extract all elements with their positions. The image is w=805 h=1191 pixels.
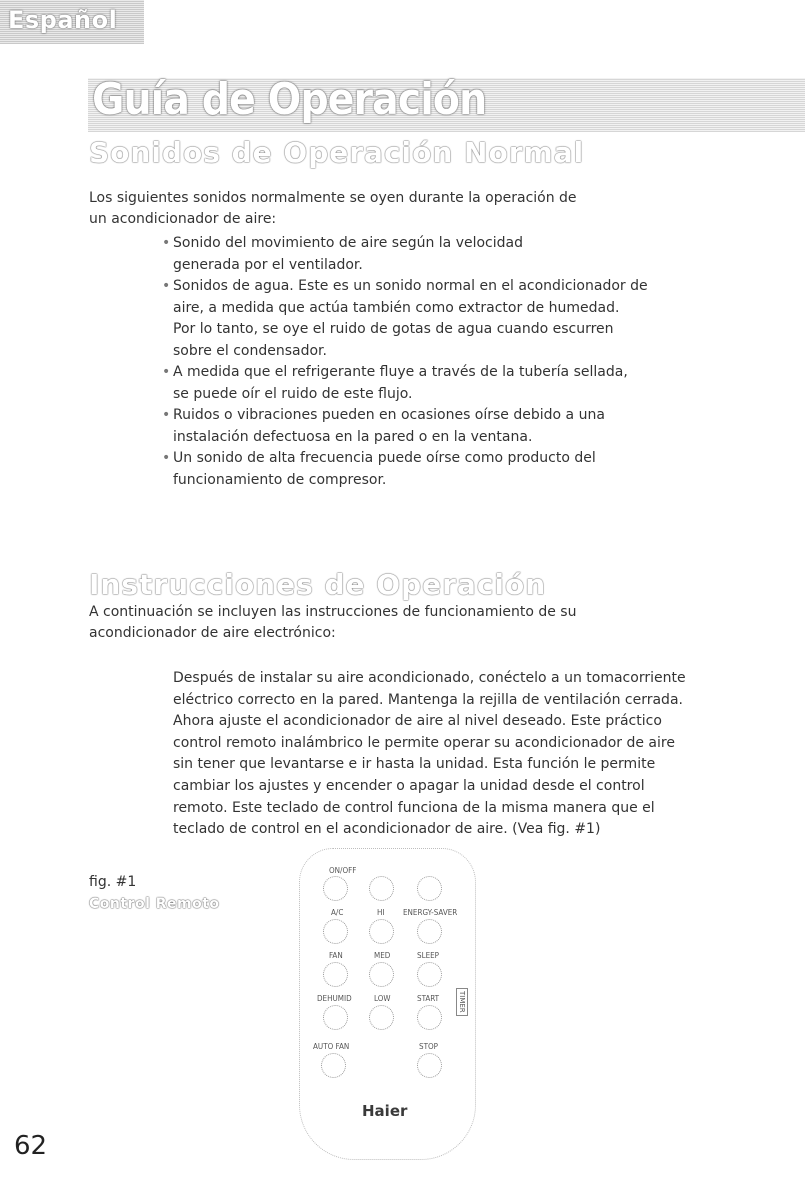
remote-button [321, 1053, 346, 1078]
body-line: cambiar los ajustes y encender o apagar la unidad desde el control [173, 777, 645, 794]
section-heading-normal-sounds: Sonidos de Operación Normal [89, 136, 585, 169]
body-line: remoto. Este teclado de control funciona de la misma manera que el [173, 799, 655, 816]
intro-line: un acondicionador de aire: [89, 211, 277, 227]
section1-intro [89, 188, 729, 230]
list-item-line: generada por el ventilador. [173, 256, 363, 273]
button-label-hi: HI [377, 908, 385, 917]
button-label-on-off: ON/OFF [329, 866, 357, 875]
body-line: sin tener que levantarse e ir hasta la unidad. Esta función le permite [173, 756, 656, 773]
button-label-ac: A/C [331, 908, 344, 917]
remote-control-illustration [299, 848, 476, 1160]
remote-button [417, 876, 442, 901]
button-label-auto-fan: AUTO FAN [313, 1042, 350, 1051]
list-item-line: aire, a medida que actúa también como extractor de humedad. [173, 299, 620, 316]
button-label-med: MED [374, 951, 391, 960]
list-item [162, 233, 722, 276]
section2-intro [89, 602, 729, 644]
list-item-line: sobre el condensador. [173, 342, 327, 359]
remote-button [323, 962, 348, 987]
page-title: Guía de Operación [92, 74, 487, 125]
list-item-line: instalación defectuosa en la pared o en la ventana. [173, 428, 533, 445]
list-item-line: Por lo tanto, se oye el ruido de gotas de agua cuando escurren [173, 321, 614, 337]
list-item-line: • Sonido del movimiento de aire según la velocidad [173, 235, 523, 251]
remote-button [369, 876, 394, 901]
button-label-start: START [417, 994, 440, 1003]
body-line: eléctrico correcto en la pared. Mantenga la rejilla de ventilación cerrada. [173, 691, 683, 708]
body-line: teclado de control en el acondicionador de aire. (Vea fig. #1) [173, 821, 601, 838]
intro-line: A continuación se incluyen las instrucciones de funcionamiento de su [89, 604, 577, 620]
body-line: Ahora ajuste el acondicionador de aire al nivel deseado. Este práctico [173, 713, 662, 730]
instructions-body [173, 668, 798, 841]
button-label-low: LOW [374, 994, 391, 1003]
list-item [162, 276, 722, 362]
button-label-dehumid: DEHUMID [317, 994, 352, 1003]
remote-button [323, 919, 348, 944]
list-item [162, 405, 722, 448]
intro-line: Los siguientes sonidos normalmente se oyen durante la operación de [89, 190, 577, 206]
body-line: control remoto inalámbrico le permite operar su acondicionador de aire [173, 734, 675, 751]
figure-number: fig. #1 [89, 874, 137, 890]
remote-button [323, 876, 348, 901]
normal-sounds-list [162, 233, 722, 491]
language-tab [0, 0, 144, 44]
figure-caption: Control Remoto [89, 896, 220, 912]
button-label-fan: FAN [329, 951, 343, 960]
remote-button [417, 1005, 442, 1030]
button-label-energy-saver: ENERGY-SAVER [403, 908, 458, 917]
remote-button [417, 1053, 442, 1078]
list-item-line: • A medida que el refrigerante fluye a través de la tubería sellada, [173, 364, 628, 380]
remote-button [323, 1005, 348, 1030]
timer-side-label: TIMER [456, 988, 468, 1016]
list-item-line: • Ruidos o vibraciones pueden en ocasiones oírse debido a una [173, 407, 605, 423]
page-number: 62 [14, 1131, 48, 1161]
language-label: Español [8, 6, 118, 34]
list-item-line: • Un sonido de alta frecuencia puede oírse como producto del [173, 450, 596, 466]
list-item-line: se puede oír el ruido de este flujo. [173, 385, 413, 402]
remote-button [417, 962, 442, 987]
remote-button [369, 1005, 394, 1030]
brand-logo: Haier [362, 1102, 408, 1120]
list-item [162, 362, 722, 405]
button-label-stop: STOP [419, 1042, 438, 1051]
body-line: Después de instalar su aire acondicionado, conéctelo a un tomacorriente [173, 670, 686, 686]
remote-button [369, 962, 394, 987]
section-heading-instructions: Instrucciones de Operación [89, 568, 547, 601]
list-item-line: funcionamiento de compresor. [173, 471, 387, 488]
remote-button [369, 919, 394, 944]
list-item [162, 448, 722, 491]
remote-button [417, 919, 442, 944]
intro-line: acondicionador de aire electrónico: [89, 625, 336, 641]
button-label-sleep: SLEEP [417, 951, 440, 960]
list-item-line: • Sonidos de agua. Este es un sonido normal en el acondicionador de [173, 278, 648, 294]
